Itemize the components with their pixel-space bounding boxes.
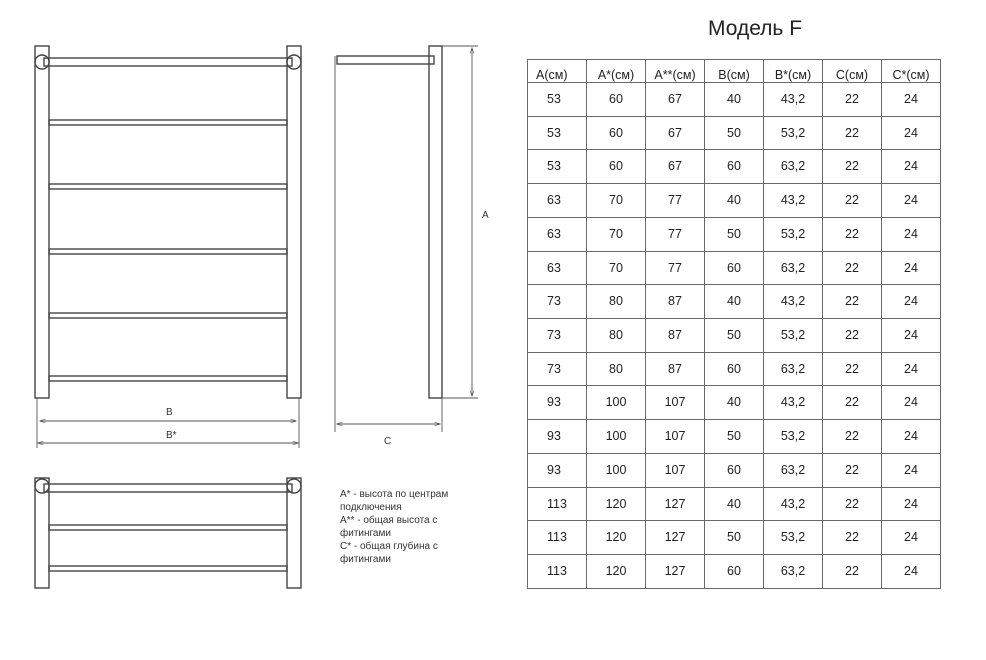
table-cell: 113 xyxy=(528,487,587,521)
table-cell: 127 xyxy=(646,487,705,521)
table-cell: 24 xyxy=(882,453,941,487)
table-cell: 24 xyxy=(882,150,941,184)
table-cell: 24 xyxy=(882,285,941,319)
table-cell: 53 xyxy=(528,116,587,150)
table-row xyxy=(528,420,941,454)
table-cell: 60 xyxy=(705,251,764,285)
table-row xyxy=(528,352,941,386)
table-cell: 22 xyxy=(823,487,882,521)
rung xyxy=(49,376,287,381)
note-line: A** - общая высота с xyxy=(340,515,438,526)
table-cell: 107 xyxy=(646,386,705,420)
table-cell: 60 xyxy=(705,352,764,386)
rung xyxy=(49,120,287,125)
table-cell: 22 xyxy=(823,386,882,420)
side-upright xyxy=(429,46,442,398)
table-cell: 43,2 xyxy=(764,184,823,218)
top-view-rung xyxy=(49,566,287,571)
table-row xyxy=(528,285,941,319)
rung xyxy=(49,184,287,189)
note-line: C* - общая глубина с xyxy=(340,541,438,552)
table-cell: 93 xyxy=(528,386,587,420)
table-row xyxy=(528,116,941,150)
table-cell: 73 xyxy=(528,319,587,353)
right-upright xyxy=(287,46,301,398)
table-cell: 24 xyxy=(882,352,941,386)
column-header: B*(см) xyxy=(764,60,823,83)
table-cell: 24 xyxy=(882,555,941,589)
table-row xyxy=(528,453,941,487)
column-header: A*(см) xyxy=(587,60,646,83)
table-cell: 53 xyxy=(528,150,587,184)
table-cell: 24 xyxy=(882,184,941,218)
top-view-left-fitting xyxy=(35,479,49,493)
table-row xyxy=(528,184,941,218)
table-cell: 53,2 xyxy=(764,116,823,150)
column-header: C(см) xyxy=(823,60,882,83)
table-body xyxy=(528,83,941,589)
table-cell: 120 xyxy=(587,555,646,589)
table-cell: 100 xyxy=(587,386,646,420)
table-cell: 120 xyxy=(587,487,646,521)
table-cell: 24 xyxy=(882,487,941,521)
table-row xyxy=(528,217,941,251)
dimension-A-label: A xyxy=(482,210,489,221)
table-cell: 87 xyxy=(646,285,705,319)
note-line: фитингами xyxy=(340,554,391,565)
table-cell: 77 xyxy=(646,184,705,218)
rung xyxy=(49,249,287,254)
table-cell: 63 xyxy=(528,217,587,251)
table-cell: 22 xyxy=(823,150,882,184)
note-line: фитингами xyxy=(340,528,391,539)
table-cell: 43,2 xyxy=(764,386,823,420)
page-title: Модель F xyxy=(708,17,803,40)
table-cell: 43,2 xyxy=(764,285,823,319)
top-view-right-post xyxy=(287,478,301,588)
table-cell: 50 xyxy=(705,319,764,353)
table-cell: 22 xyxy=(823,555,882,589)
dimensions-table xyxy=(527,59,941,589)
rung xyxy=(49,313,287,318)
table-cell: 40 xyxy=(705,386,764,420)
table-cell: 70 xyxy=(587,217,646,251)
table-cell: 40 xyxy=(705,487,764,521)
table-cell: 70 xyxy=(587,184,646,218)
table-cell: 22 xyxy=(823,285,882,319)
table-cell: 24 xyxy=(882,217,941,251)
table-cell: 60 xyxy=(705,453,764,487)
top-view-rung xyxy=(49,525,287,530)
table-cell: 100 xyxy=(587,453,646,487)
table-cell: 67 xyxy=(646,83,705,117)
table-cell: 63,2 xyxy=(764,453,823,487)
table-cell: 60 xyxy=(587,150,646,184)
table-cell: 87 xyxy=(646,352,705,386)
left-upright xyxy=(35,46,49,398)
top-view-drawing xyxy=(35,478,301,588)
table-cell: 107 xyxy=(646,453,705,487)
table-cell: 22 xyxy=(823,319,882,353)
table-cell: 113 xyxy=(528,555,587,589)
table-cell: 77 xyxy=(646,251,705,285)
table-cell: 60 xyxy=(705,555,764,589)
table-cell: 50 xyxy=(705,116,764,150)
side-top-bar xyxy=(337,56,434,64)
table-cell: 120 xyxy=(587,521,646,555)
table-cell: 24 xyxy=(882,83,941,117)
table-cell: 22 xyxy=(823,453,882,487)
column-header: B(см) xyxy=(705,60,764,83)
table-cell: 63,2 xyxy=(764,352,823,386)
front-view-drawing xyxy=(35,46,301,398)
table-cell: 43,2 xyxy=(764,487,823,521)
table-cell: 107 xyxy=(646,420,705,454)
top-view-left-post xyxy=(35,478,49,588)
table-cell: 60 xyxy=(587,83,646,117)
table-row xyxy=(528,251,941,285)
top-view-bar xyxy=(44,484,292,492)
table-cell: 50 xyxy=(705,521,764,555)
table-row xyxy=(528,319,941,353)
table-cell: 53,2 xyxy=(764,217,823,251)
table-row xyxy=(528,386,941,420)
table-cell: 80 xyxy=(587,319,646,353)
column-header: A(см) xyxy=(528,60,587,83)
top-view-right-fitting xyxy=(287,479,301,493)
table-cell: 63,2 xyxy=(764,251,823,285)
table-cell: 24 xyxy=(882,521,941,555)
table-row xyxy=(528,555,941,589)
table-cell: 73 xyxy=(528,352,587,386)
table-row xyxy=(528,521,941,555)
table-cell: 63,2 xyxy=(764,150,823,184)
column-header: A**(см) xyxy=(646,60,705,83)
table-cell: 24 xyxy=(882,116,941,150)
table-cell: 127 xyxy=(646,521,705,555)
dimension-C-label: C xyxy=(384,436,392,447)
table-cell: 63 xyxy=(528,251,587,285)
table-cell: 100 xyxy=(587,420,646,454)
table-cell: 22 xyxy=(823,83,882,117)
table-cell: 53 xyxy=(528,83,587,117)
table-cell: 22 xyxy=(823,251,882,285)
table-cell: 24 xyxy=(882,251,941,285)
table-row xyxy=(528,150,941,184)
note-line: подключения xyxy=(340,502,402,513)
table-cell: 53,2 xyxy=(764,521,823,555)
left-top-fitting xyxy=(35,55,49,69)
table-cell: 63,2 xyxy=(764,555,823,589)
table-cell: 22 xyxy=(823,521,882,555)
table-cell: 40 xyxy=(705,285,764,319)
column-header: C*(см) xyxy=(882,60,941,83)
table-cell: 24 xyxy=(882,319,941,353)
table-cell: 22 xyxy=(823,116,882,150)
side-view-drawing xyxy=(337,46,442,398)
table-cell: 127 xyxy=(646,555,705,589)
table-cell: 73 xyxy=(528,285,587,319)
table-cell: 67 xyxy=(646,116,705,150)
dimension-B-label: B xyxy=(166,407,173,418)
table-row xyxy=(528,83,941,117)
table-cell: 93 xyxy=(528,420,587,454)
table-cell: 60 xyxy=(705,150,764,184)
table-cell: 53,2 xyxy=(764,319,823,353)
table-cell: 24 xyxy=(882,420,941,454)
table-cell: 22 xyxy=(823,352,882,386)
table-cell: 40 xyxy=(705,83,764,117)
table-row xyxy=(528,487,941,521)
table-cell: 22 xyxy=(823,217,882,251)
table-cell: 113 xyxy=(528,521,587,555)
table-cell: 43,2 xyxy=(764,83,823,117)
table-cell: 67 xyxy=(646,150,705,184)
table-cell: 22 xyxy=(823,184,882,218)
table-cell: 80 xyxy=(587,285,646,319)
table-cell: 40 xyxy=(705,184,764,218)
table-cell: 70 xyxy=(587,251,646,285)
table-cell: 63 xyxy=(528,184,587,218)
top-bar xyxy=(44,58,292,66)
table-cell: 80 xyxy=(587,352,646,386)
right-top-fitting xyxy=(287,55,301,69)
table-cell: 53,2 xyxy=(764,420,823,454)
table-header-row xyxy=(528,60,941,83)
table-cell: 24 xyxy=(882,386,941,420)
table-cell: 22 xyxy=(823,420,882,454)
table-cell: 50 xyxy=(705,217,764,251)
note-line: A* - высота по центрам xyxy=(340,489,449,500)
table-cell: 93 xyxy=(528,453,587,487)
dimension-notes xyxy=(340,488,480,566)
table-cell: 77 xyxy=(646,217,705,251)
table-cell: 87 xyxy=(646,319,705,353)
dimension-B-star-label: B* xyxy=(166,430,177,441)
table-cell: 60 xyxy=(587,116,646,150)
table-cell: 50 xyxy=(705,420,764,454)
